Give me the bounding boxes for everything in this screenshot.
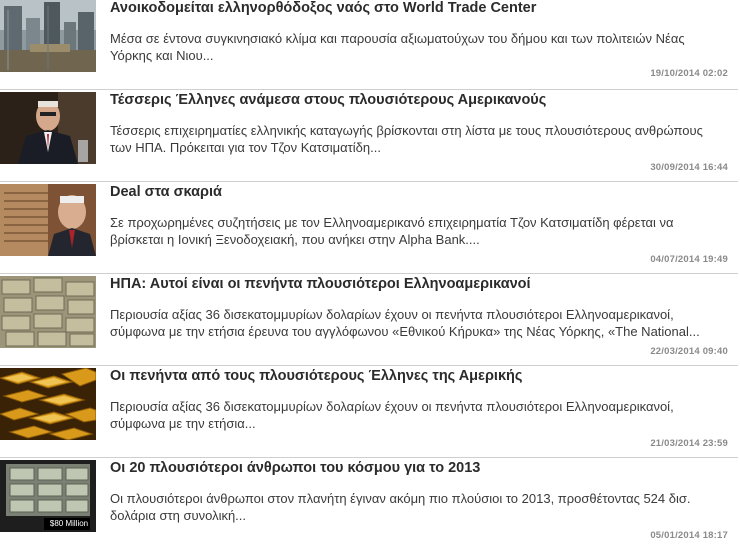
gold-bars-photo-icon[interactable] [0, 368, 96, 440]
article-excerpt: Περιουσία αξίας 36 δισεκατομμυρίων δολαρίων έχουν οι πενήντα πλουσιότεροι Ελληνοαμερικανοί, σύμφωνα με την ετήσια... [110, 399, 674, 431]
article-date: 04/07/2014 19:49 [650, 254, 728, 265]
article-title[interactable]: Ανοικοδομείται ελληνορθόδοξος ναός στο World Trade Center [110, 0, 537, 16]
article-excerpt: Τέσσερις επιχειρηματίες ελληνικής καταγωγής βρίσκονται στη λίστα με τους πλουσιότερους ανθρώπους των ΗΠΑ. Πρόκειται για τον Τζον Κατσιματίδη... [110, 123, 703, 155]
article-date: 21/03/2014 23:59 [650, 438, 728, 449]
article-title[interactable]: Deal στα σκαριά [110, 184, 222, 200]
article-item[interactable] [0, 366, 740, 458]
money-stacks-photo-icon[interactable] [0, 276, 96, 348]
article-item[interactable] [0, 0, 740, 90]
article-title[interactable]: Τέσσερις Έλληνες ανάμεσα στους πλουσιότερους Αμερικανούς [110, 92, 547, 108]
dollar-bills-photo-icon[interactable] [0, 460, 96, 532]
businessman-portrait-photo-icon[interactable] [0, 92, 96, 164]
article-date: 22/03/2014 09:40 [650, 346, 728, 357]
article-excerpt: Περιουσία αξίας 36 δισεκατομμυρίων δολαρίων έχουν οι πενήντα πλουσιότεροι Ελληνοαμερικανοί, σύμφωνα με την ετήσια έρευνα του αγγλόφωνου «Εθνικού Κήρυκα» της Νέας Υόρκης, «The National... [110, 307, 700, 339]
hotel-and-businessman-photo-icon[interactable] [0, 184, 96, 256]
article-item[interactable] [0, 274, 740, 366]
article-title[interactable]: ΗΠΑ: Αυτοί είναι οι πενήντα πλουσιότεροι Ελληνοαμερικανοί [110, 276, 531, 292]
skyline-construction-photo-icon[interactable] [0, 0, 96, 72]
article-excerpt: Μέσα σε έντονα συγκινησιακό κλίμα και παρουσία αξιωματούχων του δήμου και των πολιτειών Νέας Υόρκης και Νιου... [110, 31, 685, 63]
article-item[interactable] [0, 458, 740, 550]
article-date: 30/09/2014 16:44 [650, 162, 728, 173]
article-title[interactable]: Οι πενήντα από τους πλουσιότερους Έλληνες της Αμερικής [110, 368, 523, 384]
article-excerpt: Σε προχωρημένες συζητήσεις με τον Ελληνοαμερικανό επιχειρηματία Τζον Κατσιματίδη φέρεται να βρίσκεται η Ιονική Ξενοδοχειακή, που ανήκει στην Alpha Bank.... [110, 215, 674, 247]
article-item[interactable] [0, 182, 740, 274]
article-excerpt: Οι πλουσιότεροι άνθρωποι στον πλανήτη έγιναν ακόμη πιο πλούσιοι το 2013, προσθέτοντας 524 δισ. δολάρια στη συνολική... [110, 491, 691, 523]
article-date: 05/01/2014 18:17 [650, 530, 728, 541]
thumbnail-caption: $80 Million [49, 519, 89, 528]
article-date: 19/10/2014 02:02 [650, 68, 728, 79]
article-title[interactable]: Οι 20 πλουσιότεροι άνθρωποι του κόσμου για το 2013 [110, 460, 481, 476]
article-item[interactable] [0, 90, 740, 182]
